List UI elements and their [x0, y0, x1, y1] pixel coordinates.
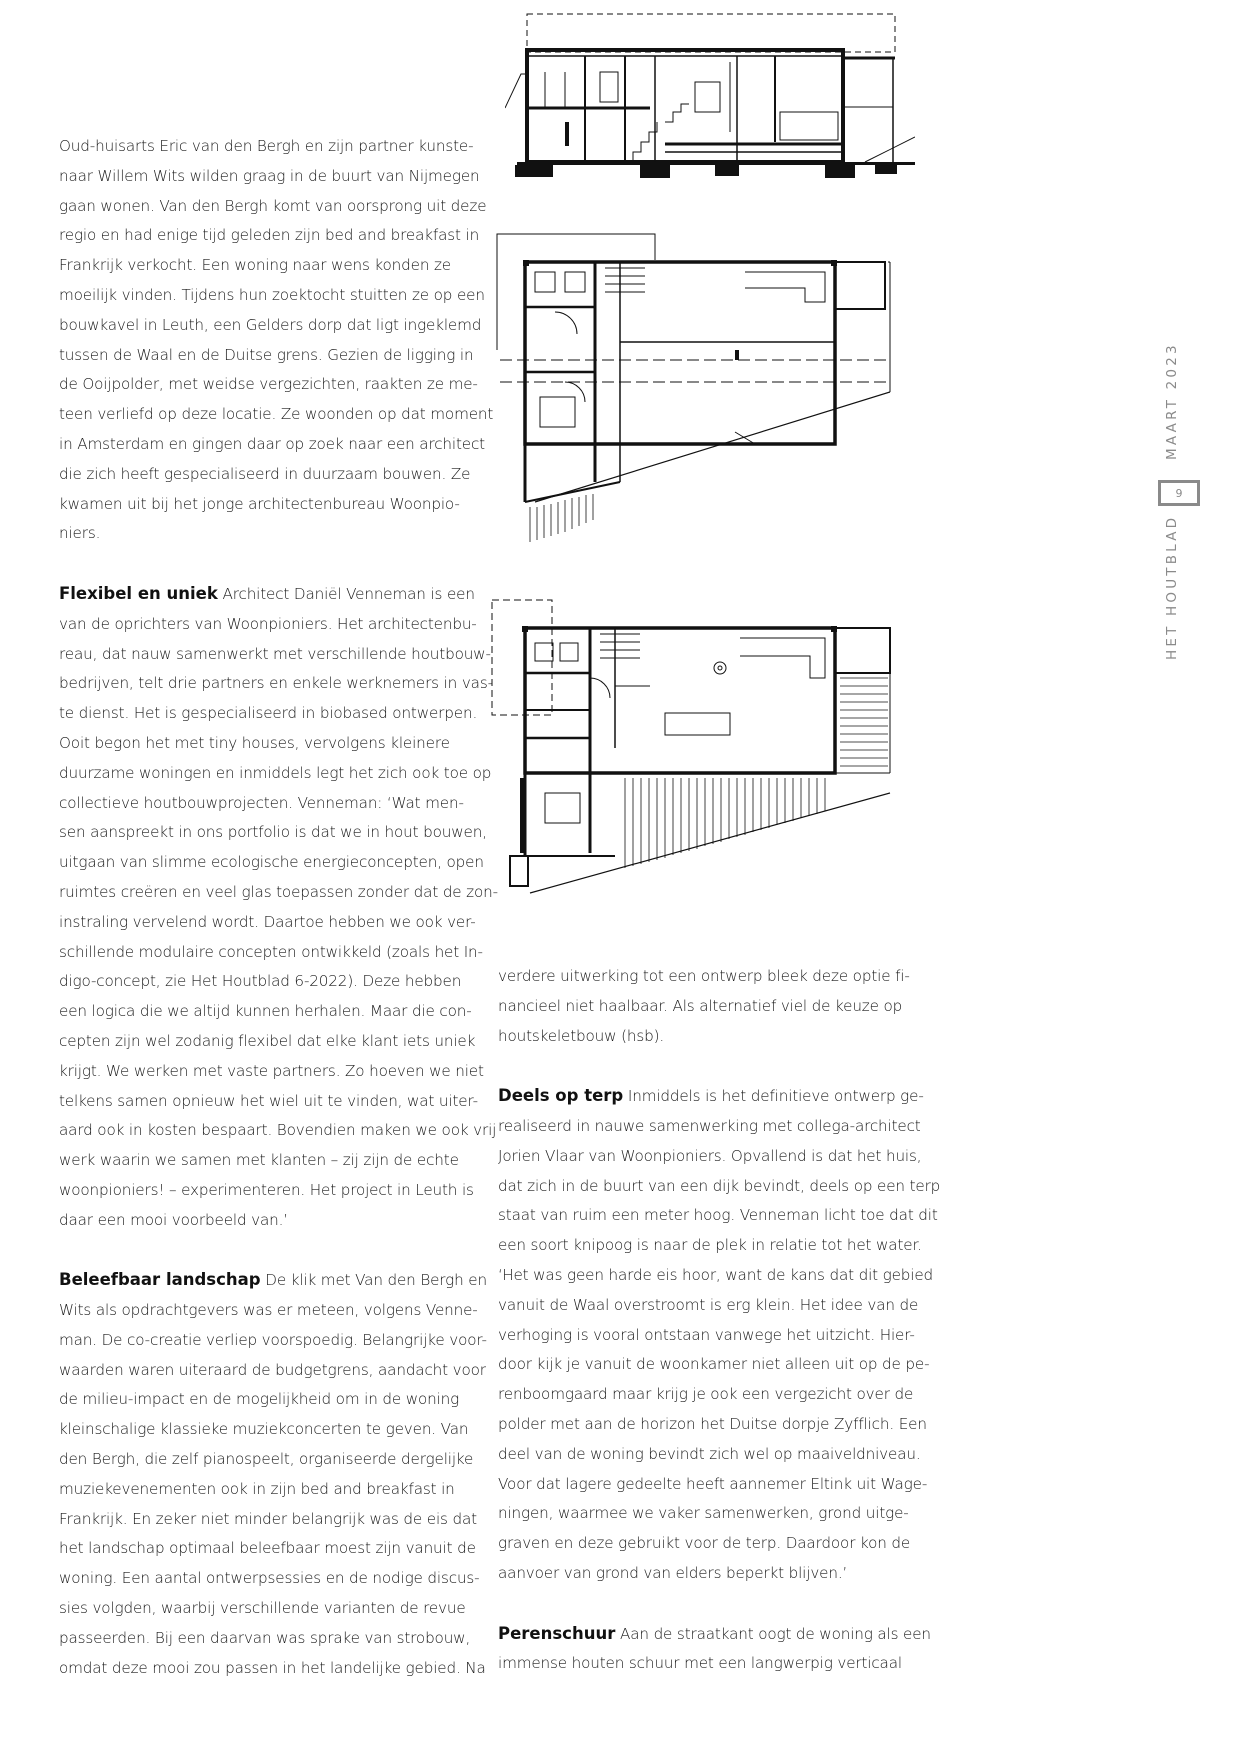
text-line: houtskeletbouw (hsb). — [498, 1026, 665, 1045]
text-line: de Ooijpolder, met weidse vergezichten, raakten ze me- — [59, 375, 478, 394]
text-line: graven en deze gebruikt voor de terp. Daardoor kon de — [498, 1534, 911, 1553]
text-line: reau, dat nauw samenwerkt met verschillende houtbouw- — [59, 644, 491, 663]
text-line: de milieu-impact en de mogelijkheid om in de woning — [59, 1390, 460, 1409]
text-line: schillende modulaire concepten ontwikkeld (zoals het In- — [59, 942, 483, 961]
text-line: een soort knipoog is naar de plek in relatie tot het water. — [498, 1236, 922, 1255]
magazine-sidebar — [1150, 330, 1210, 690]
text-line: realiseerd in nauwe samenwerking met collega-architect — [498, 1116, 921, 1135]
section-heading: Deels op terp — [498, 1086, 624, 1106]
text-line: verdere uitwerking tot een ontwerp bleek deze optie fi- — [498, 967, 910, 985]
text-line: staat van ruim een meter hoog. Venneman licht toe dat dit — [498, 1206, 938, 1225]
text-line: man. De co-creatie verliep voorspoedig. Belangrijke voor- — [59, 1330, 487, 1349]
left-column — [59, 132, 498, 1683]
heading-line-rest: Aan de straatkant oogt de woning als een — [615, 1624, 931, 1643]
text-line: niers. — [59, 524, 101, 543]
text-line: het landschap optimaal beleefbaar moest zijn vanuit de — [59, 1539, 476, 1558]
text-line: gaan wonen. Van den Bergh komt van oorsprong uit deze — [59, 196, 487, 215]
text-line: kleinschalige klassieke muziekconcerten te geven. Van — [59, 1420, 469, 1439]
text-line: daar een mooi voorbeeld van.’ — [59, 1210, 288, 1229]
heading-line-rest: Architect Daniël Venneman is een — [217, 584, 475, 603]
section-first-line — [59, 579, 479, 610]
text-line: aard ook in kosten bespaart. Bovendien maken we ook vrij — [59, 1121, 497, 1140]
section-first-line — [498, 1619, 931, 1650]
heading-line-rest: De klik met Van den Bergh en — [260, 1271, 487, 1290]
text-line: te dienst. Het is gespecialiseerd in biobased ontwerpen. — [59, 704, 478, 723]
ground-floor-plan — [490, 598, 910, 908]
text-line: muziekevenementen ook in zijn bed and breakfast in — [59, 1479, 455, 1498]
text-line: instraling vervelend wordt. Daartoe hebben we ook ver- — [59, 912, 476, 931]
text-line: bouwkavel in Leuth, een Gelders dorp dat ligt ingeklemd — [59, 315, 482, 334]
page-number: 9 — [1158, 480, 1200, 506]
text-line: door kijk je vanuit de woonkamer niet alleen uit op de pe- — [498, 1355, 930, 1374]
upper-floor-plan — [495, 232, 905, 544]
text-line: teen verliefd op deze locatie. Ze woonden op dat moment — [59, 405, 494, 424]
text-line: sen aanspreekt in ons portfolio is dat we in hout bouwen, — [59, 823, 487, 842]
text-line: woning. Een aantal ontwerpsessies en de nodige discus- — [59, 1569, 480, 1588]
text-line: waarden waren uiteraard de budgetgrens, aandacht voor — [59, 1360, 486, 1379]
text-line: deel van de woning bevindt zich wel op maaiveldniveau. — [498, 1444, 921, 1463]
text-line: renboomgaard maar krijg je ook een vergezicht over de — [498, 1385, 914, 1404]
text-line: bedrijven, telt drie partners en enkele werknemers in vas- — [59, 674, 493, 693]
section-heading: Beleefbaar landschap — [59, 1270, 261, 1290]
text-line: Oud-huisarts Eric van den Bergh en zijn partner kunste- — [59, 137, 474, 155]
section-flexibel-en-uniek — [59, 579, 498, 1236]
section-first-line — [59, 1265, 487, 1296]
text-line: moeilijk vinden. Tijdens hun zoektocht stuitten ze op een — [59, 285, 485, 304]
text-line: naar Willem Wits wilden graag in de buurt van Nijmegen — [59, 166, 480, 185]
text-line: cepten zijn wel zodanig flexibel dat elke klant iets uniek — [59, 1031, 476, 1050]
issue-date: MAART 2023 — [1164, 342, 1180, 460]
text-line: polder met aan de horizon het Duitse dorpje Zyfflich. Een — [498, 1414, 927, 1433]
magazine-title: HET HOUTBLAD — [1164, 514, 1180, 660]
text-line: werk waarin we samen met klanten – zij zijn de echte — [59, 1151, 459, 1170]
text-line: regio en had enige tijd geleden zijn bed and breakfast in — [59, 226, 480, 245]
text-line: duurzame woningen en inmiddels legt het zich ook toe op — [59, 763, 492, 782]
text-line: een logica die we altijd kunnen herhalen. Maar die con- — [59, 1002, 472, 1021]
section-deels-op-terp — [498, 1081, 941, 1589]
section-heading: Flexibel en uniek — [59, 583, 218, 603]
text-line: Voor dat lagere gedeelte heeft aannemer Eltink uit Wage- — [498, 1474, 928, 1493]
text-line: Jorien Vlaar van Woonpioniers. Opvallend is dat het huis, — [498, 1146, 922, 1165]
text-line: Ooit begon het met tiny houses, vervolgens kleinere — [59, 733, 450, 752]
continuation-paragraph — [498, 962, 918, 1051]
text-line: die zich heeft gespecialiseerd in duurzaam bouwen. Ze — [59, 464, 471, 483]
text-line: krijgt. We werken met vaste partners. Zo hoeven we niet — [59, 1061, 484, 1080]
text-line: collectieve houtbouwprojecten. Venneman: ‘Wat men- — [59, 793, 464, 812]
right-column — [498, 962, 941, 1679]
text-line: nancieel niet haalbaar. Als alternatief viel de keuze op — [498, 996, 903, 1015]
text-line: verhoging is vooral ontstaan vanwege het uitzicht. Hier- — [498, 1325, 915, 1344]
text-line: omdat deze mooi zou passen in het landelijke gebied. Na — [59, 1658, 486, 1677]
text-line: Frankrijk verkocht. Een woning naar wens konden ze — [59, 256, 452, 275]
text-line: digo-concept, zie Het Houtblad 6-2022). Deze hebben — [59, 972, 462, 991]
text-line: Wits als opdrachtgevers was er meteen, volgens Venne- — [59, 1301, 478, 1320]
text-line: Frankrijk. En zeker niet minder belangrijk was de eis dat — [59, 1509, 477, 1528]
text-line: dat zich in de buurt van een dijk bevindt, deels op een terp — [498, 1176, 941, 1195]
text-line: woonpioniers! – experimenteren. Het project in Leuth is — [59, 1180, 474, 1199]
text-line: ‘Het was geen harde eis hoor, want de kans dat dit gebied — [498, 1265, 934, 1284]
text-line: uitgaan van slimme ecologische energieconcepten, open — [59, 853, 484, 872]
text-line: in Amsterdam en gingen daar op zoek naar een architect — [59, 434, 485, 453]
text-line: vanuit de Waal overstroomt is erg klein. Het idee van de — [498, 1295, 919, 1314]
text-line: den Bergh, die zelf pianospeelt, organiseerde dergelijke — [59, 1450, 474, 1469]
text-line: immense houten schuur met een langwerpig verticaal — [498, 1654, 902, 1673]
section-beleefbaar-landschap — [59, 1265, 487, 1683]
text-line: ningen, waarmee we vaker samenwerken, grond uitge- — [498, 1504, 909, 1523]
section-heading: Perenschuur — [498, 1623, 616, 1643]
heading-line-rest: Inmiddels is het definitieve ontwerp ge- — [623, 1087, 924, 1106]
section-first-line — [498, 1081, 924, 1112]
text-line: passeerden. Bij een daarvan was sprake van strobouw, — [59, 1628, 471, 1647]
text-line: kwamen uit bij het jonge architectenbureau Woonpio- — [59, 494, 460, 513]
building-section-drawing — [505, 12, 915, 184]
text-line: van de oprichters van Woonpioniers. Het architectenbu- — [59, 614, 477, 633]
text-line: aanvoer van grond van elders beperkt blijven.’ — [498, 1563, 848, 1582]
text-line: sies volgden, waarbij verschillende varianten de revue — [59, 1599, 466, 1618]
text-line: telkens samen opnieuw het wiel uit te vinden, wat uiter- — [59, 1091, 478, 1110]
text-line: ruimtes creëren en veel glas toepassen zonder dat de zon- — [59, 882, 498, 901]
text-line: tussen de Waal en de Duitse grens. Gezien de ligging in — [59, 345, 474, 364]
section-perenschuur — [498, 1619, 931, 1680]
intro-paragraph — [59, 132, 494, 549]
